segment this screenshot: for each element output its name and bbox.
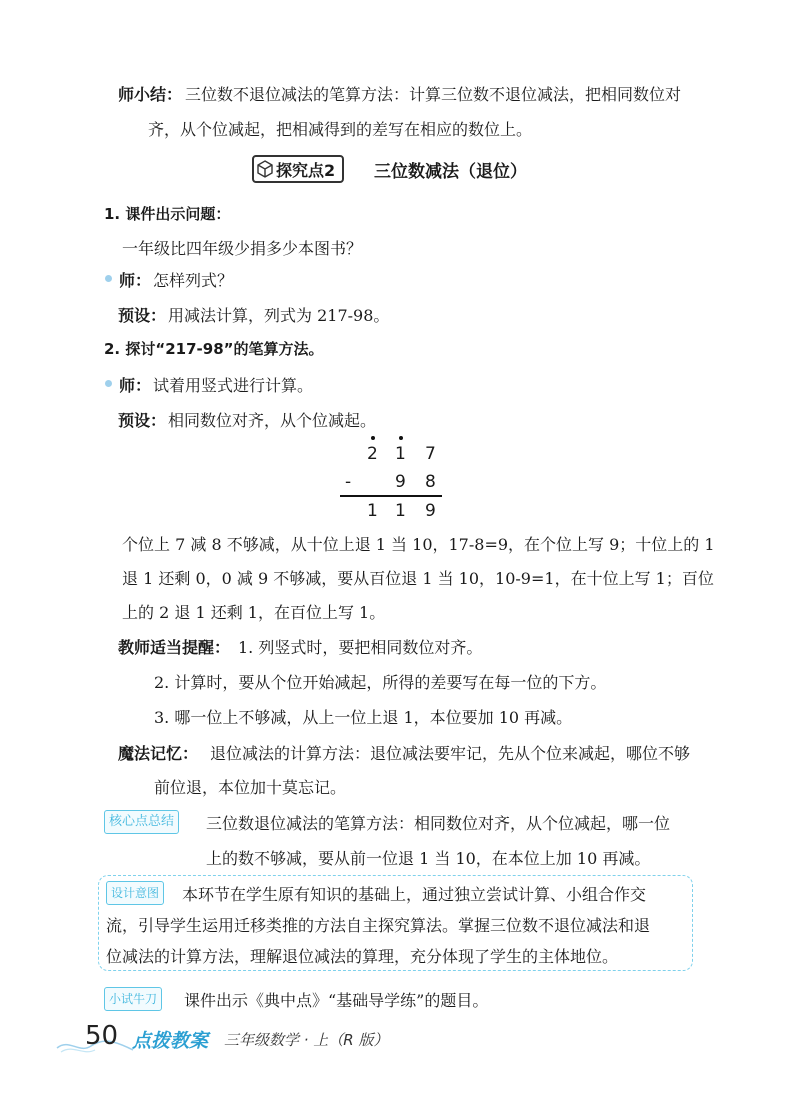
calc-top-tens: 1	[395, 444, 406, 464]
reminder-item-2: 2. 计算时，要从个位开始减起，所得的差要写在每一位的下方。	[154, 673, 607, 692]
magic-label: 魔法记忆：	[118, 744, 199, 763]
step2-preset-label: 预设：	[118, 411, 167, 430]
step1-teacher-text: 怎样列式？	[153, 271, 234, 290]
design-line-3: 位减法的计算方法，理解退位减法的算理，充分体现了学生的主体地位。	[106, 947, 619, 966]
step1-question: 一年级比四年级少捐多少本图书？	[122, 239, 363, 258]
reminder-label: 教师适当提醒：	[118, 638, 231, 657]
cube-icon	[256, 160, 274, 178]
magic-line-2: 前位退，本位加十莫忘记。	[154, 778, 347, 797]
explanation-line-2: 退 1 还剩 0，0 减 9 不够减，要从百位退 1 当 10，10-9=1，在十位上写 1；百位	[122, 569, 714, 588]
step2-teacher-label: 师：	[119, 376, 152, 395]
calc-top-hundreds: 2	[367, 444, 378, 464]
step1-heading: 1. 课件出示问题：	[104, 205, 231, 223]
brand-logo: 点拨教案	[132, 1030, 209, 1052]
core-line-1: 三位数退位减法的笔算方法：相同数位对齐，从个位减起，哪一位	[206, 814, 671, 833]
explanation-line-1: 个位上 7 减 8 不够减，从十位上退 1 当 10，17-8=9，在个位上写 9；十位上的 1	[122, 535, 715, 554]
practice-text: 课件出示《典中点》“基础导学练”的题目。	[184, 991, 489, 1010]
summary-label: 师小结：	[118, 85, 183, 104]
calc-top-ones: 7	[425, 444, 436, 464]
page-number: 50	[85, 1021, 119, 1051]
explanation-line-3: 上的 2 退 1 还剩 1，在百位上写 1。	[122, 603, 386, 622]
bullet-dot	[105, 380, 112, 387]
step1-teacher-label: 师：	[119, 271, 152, 290]
calc-result-hundreds: 1	[367, 501, 378, 521]
reminder-item-1: 1. 列竖式时，要把相同数位对齐。	[238, 638, 483, 657]
borrow-dot	[371, 436, 375, 440]
reminder-item-3: 3. 哪一位上不够减，从上一位上退 1，本位要加 10 再减。	[154, 708, 573, 727]
calc-mid-tens: 9	[395, 472, 406, 492]
calc-mid-ones: 8	[425, 472, 436, 492]
calc-result-ones: 9	[425, 501, 436, 521]
bullet-dot	[105, 275, 112, 282]
design-line-1: 本环节在学生原有知识的基础上，通过独立尝试计算、小组合作交	[182, 885, 647, 904]
calc-minus-sign: -	[345, 472, 352, 492]
design-line-2: 流，引导学生运用迁移类推的方法自主探究算法。掌握三位数不退位减法和退	[106, 916, 651, 935]
core-line-2: 上的数不够减，要从前一位退 1 当 10，在本位上加 10 再减。	[206, 849, 651, 868]
calc-rule-line	[340, 495, 442, 497]
borrow-dot	[399, 436, 403, 440]
step2-heading: 2. 探讨“217-98”的笔算方法。	[104, 340, 324, 358]
book-subtitle: 三年级数学 · 上（R 版）	[224, 1031, 389, 1049]
summary-line-2: 齐，从个位减起，把相减得到的差写在相应的数位上。	[148, 120, 533, 139]
explore-title: 三位数减法（退位）	[374, 162, 527, 182]
explore-badge: 探究点2	[276, 161, 336, 180]
core-summary-tag: 核心点总结	[104, 810, 179, 834]
summary-line-1: 三位数不退位减法的笔算方法：计算三位数不退位减法，把相同数位对	[185, 85, 682, 104]
calc-result-tens: 1	[395, 501, 406, 521]
practice-tag: 小试牛刀	[104, 987, 162, 1011]
magic-line-1: 退位减法的计算方法：退位减法要牢记，先从个位来减起，哪位不够	[210, 744, 691, 763]
design-intention-tag: 设计意图	[106, 881, 164, 905]
step2-teacher-text: 试着用竖式进行计算。	[153, 376, 314, 395]
step1-preset-text: 用减法计算，列式为 217-98。	[168, 306, 390, 325]
step1-preset-label: 预设：	[118, 306, 167, 325]
step2-preset-text: 相同数位对齐，从个位减起。	[168, 411, 377, 430]
